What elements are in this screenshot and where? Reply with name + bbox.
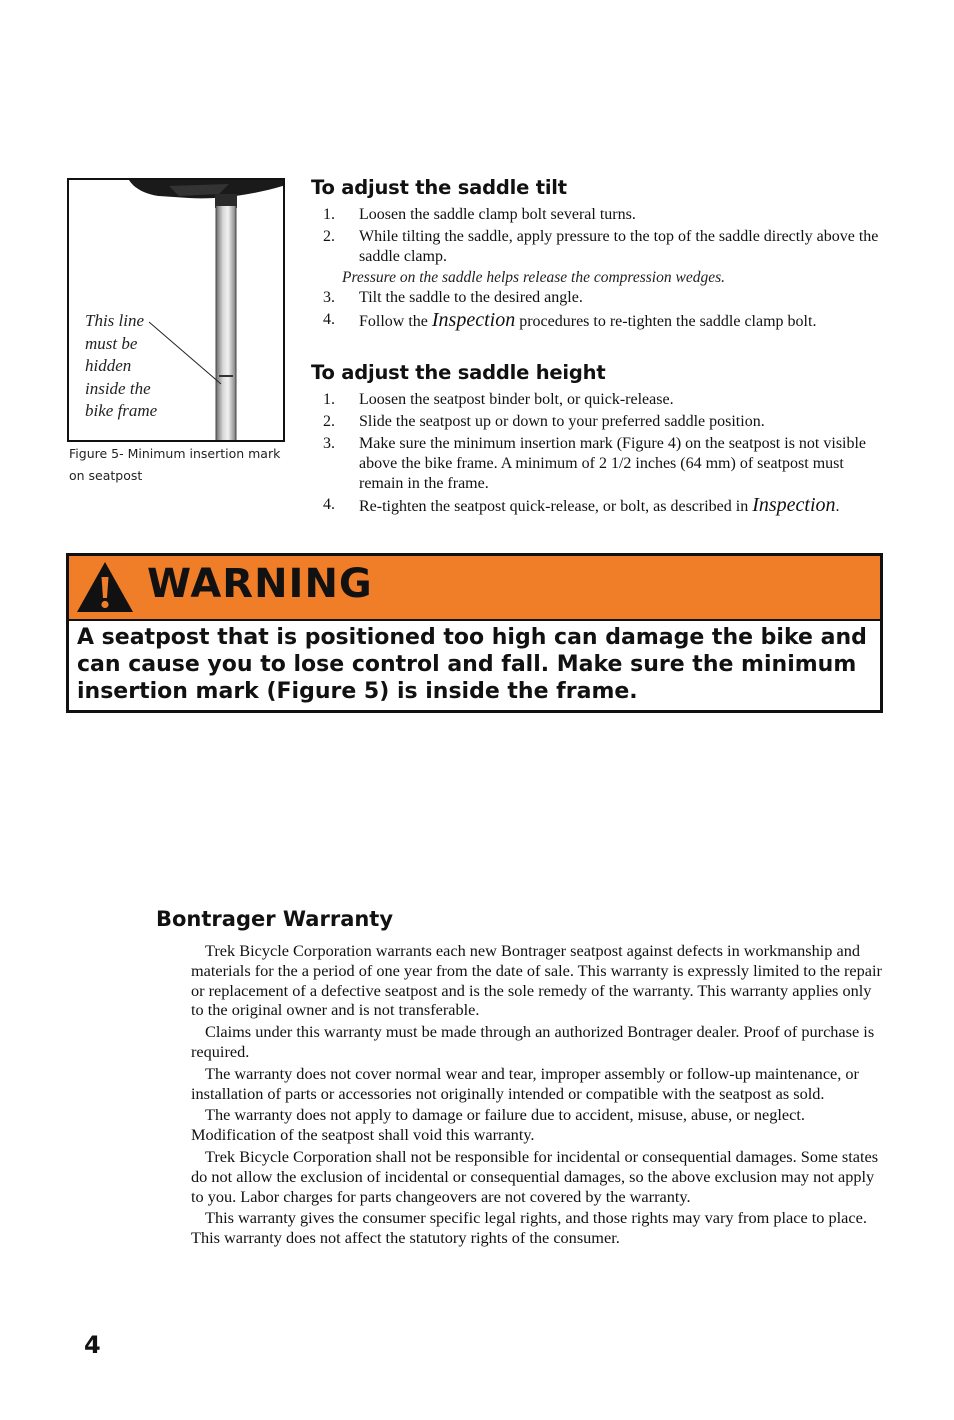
height-step: [311, 412, 891, 432]
figure-note-line: inside the: [85, 378, 151, 398]
tilt-step: [311, 288, 891, 308]
step-number: 2.: [323, 228, 335, 245]
step-number: 4.: [323, 311, 335, 328]
figure-note-line: must be: [85, 333, 138, 353]
step-number: 3.: [323, 435, 335, 452]
height-step: [311, 496, 891, 516]
inspection-reference: Inspection: [431, 309, 516, 331]
height-step: [311, 434, 891, 494]
warning-text: A seatpost that is positioned too high can damage the bike and can cause you to lose control and fall. Make sure the minimum insertion mark (Figure 5) is inside the frame.: [77, 625, 867, 704]
seatpost-figure: [67, 178, 285, 442]
tilt-step: [311, 310, 891, 332]
warranty-paragraph: This warranty gives the consumer specific legal rights, and those rights may vary from place to place. This warranty does not affect the statutory rights of the consumer.: [191, 1208, 867, 1248]
warning-title: WARNING: [147, 561, 373, 607]
height-step: [311, 390, 891, 410]
warranty-title: Bontrager Warranty: [156, 907, 394, 931]
step-text: Make sure the minimum insertion mark (Figure 4) on the seatpost is not visible above the bike frame. A minimum of 2 1/2 inches (64 mm) of seatpost must remain in the frame.: [359, 435, 867, 492]
figure-note-line: hidden: [85, 356, 132, 375]
step-number: 1.: [323, 206, 335, 223]
tilt-section: [311, 176, 891, 332]
warranty-body: [191, 941, 883, 1250]
warranty-paragraph: Trek Bicycle Corporation shall not be responsible for incidental or consequential damages. Some states do not allow the exclusion of incidental or consequential damages, so the above exclusion may not apply to you. Labor charges for parts changeovers are not covered by the warranty.: [191, 1146, 879, 1206]
tilt-heading: To adjust the saddle tilt: [311, 176, 567, 199]
page-number: 4: [84, 1331, 101, 1359]
warning-header: [69, 556, 880, 621]
warning-triangle-icon: [75, 560, 135, 614]
step-number: 4.: [323, 496, 335, 513]
step-number: 1.: [323, 391, 335, 408]
tilt-note: Pressure on the saddle helps release the compression wedges.: [342, 269, 725, 286]
step-text: Re-tighten the seatpost quick-release, or bolt, as described in: [359, 498, 753, 515]
height-heading: To adjust the saddle height: [311, 361, 606, 384]
step-text: Slide the seatpost up or down to your preferred saddle position.: [359, 413, 765, 430]
figure-note-line: bike frame: [85, 401, 158, 420]
step-number: 2.: [323, 413, 335, 430]
step-text: Loosen the seatpost binder bolt, or quick-release.: [359, 391, 674, 408]
warranty-paragraph: Claims under this warranty must be made through an authorized Bontrager dealer. Proof of purchase is required.: [191, 1022, 875, 1061]
step-text: .: [835, 498, 840, 515]
step-text: Follow the: [359, 313, 432, 330]
warning-box: [66, 553, 883, 713]
step-text: While tilting the saddle, apply pressure to the top of the saddle directly above the saddle clamp.: [359, 228, 879, 265]
tilt-step: [311, 227, 891, 267]
warranty-paragraph: The warranty does not apply to damage or failure due to accident, misuse, abuse, or neglect. Modification of the seatpost shall void this warranty.: [191, 1105, 805, 1145]
warranty-paragraph: Trek Bicycle Corporation warrants each new Bontrager seatpost against defects in workmanship and materials for the a period of one year from the date of sale. This warranty is expressly limited to the repair or replacement of a defective seatpost and is the sole remedy of the warranty. This warranty applies only to the original owner and is not transferable.: [191, 941, 882, 1020]
figure-note: [85, 310, 157, 423]
step-text: Tilt the saddle to the desired angle.: [359, 289, 583, 306]
figure-note-line: This line: [85, 311, 145, 330]
figure-caption: Figure 5- Minimum insertion mark on seatpost: [69, 446, 281, 483]
step-text: Loosen the saddle clamp bolt several turns.: [359, 206, 636, 223]
warranty-paragraph: The warranty does not cover normal wear and tear, improper assembly or follow-up maintenance, or installation of parts or accessories not originally intended or compatible with the seatpost as sold.: [191, 1063, 859, 1103]
inspection-reference: Inspection: [752, 494, 836, 516]
step-number: 3.: [323, 289, 335, 306]
height-section: [311, 361, 891, 516]
tilt-step: [311, 205, 891, 225]
step-text: procedures to re-tighten the saddle clamp bolt.: [515, 313, 817, 330]
